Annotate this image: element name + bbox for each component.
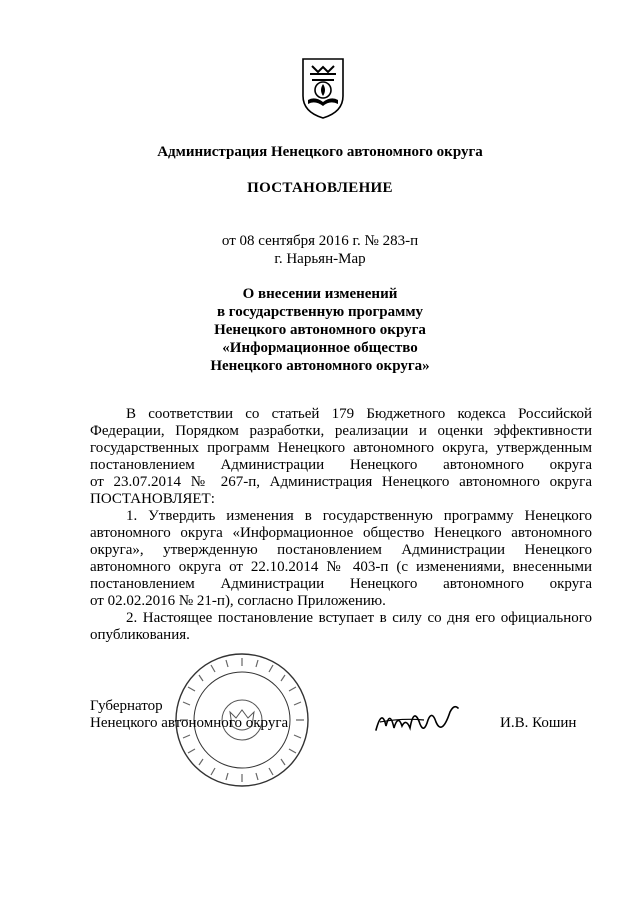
document-title — [0, 285, 640, 375]
body-line: 1. Утвердить изменения в государственную программу Ненецкого — [126, 508, 592, 524]
title-line: Ненецкого автономного округа» — [210, 358, 430, 374]
body-line: 2. Настоящее постановление вступает в силу со дня его официального — [126, 610, 592, 626]
body-line: опубликования. — [90, 627, 190, 643]
coat-of-arms-icon — [300, 56, 346, 120]
organization-name: Администрация Ненецкого автономного округа — [157, 144, 483, 160]
title-line: «Информационное общество — [222, 340, 418, 356]
body-line: ПОСТАНОВЛЯЕТ: — [90, 491, 215, 507]
body-line: автономного округа «Информационное общество Ненецкого автономного — [90, 525, 592, 541]
signatory-position — [90, 698, 288, 732]
position-line: Ненецкого автономного округа — [90, 715, 289, 731]
document-date-number: от 08 сентября 2016 г. № 283-п — [221, 233, 419, 249]
position-line: Губернатор — [90, 698, 163, 714]
body-line: от 02.02.2016 № 21-п), согласно Приложению. — [90, 593, 386, 609]
body-line: государственных программ Ненецкого автономного округа, утвержденным — [90, 440, 592, 456]
body-line: постановлением Администрации Ненецкого автономного округа — [90, 576, 592, 592]
body-line: округа», утвержденную постановлением Администрации Ненецкого — [90, 542, 592, 558]
handwritten-signature-icon — [372, 700, 462, 740]
body-line: В соответствии со статьей 179 Бюджетного кодекса Российской — [126, 406, 592, 422]
title-line: Ненецкого автономного округа — [214, 322, 426, 338]
title-line: О внесении изменений — [242, 286, 398, 302]
document-city: г. Нарьян-Мар — [274, 251, 366, 267]
signatory-name: И.В. Кошин — [500, 715, 577, 731]
body-line: от 23.07.2014 № 267-п, Администрация Ненецкого автономного округа — [90, 474, 592, 490]
document-body — [90, 406, 592, 644]
document-type: ПОСТАНОВЛЕНИЕ — [247, 180, 393, 196]
title-line: в государственную программу — [216, 304, 424, 320]
body-line: постановлением Администрации Ненецкого автономного округа — [90, 457, 592, 473]
body-line: автономного округа от 22.10.2014 № 403-п (с изменениями, внесенными — [90, 559, 592, 575]
body-line: Федерации, Порядком разработки, реализации и оценки эффективности — [90, 423, 592, 439]
